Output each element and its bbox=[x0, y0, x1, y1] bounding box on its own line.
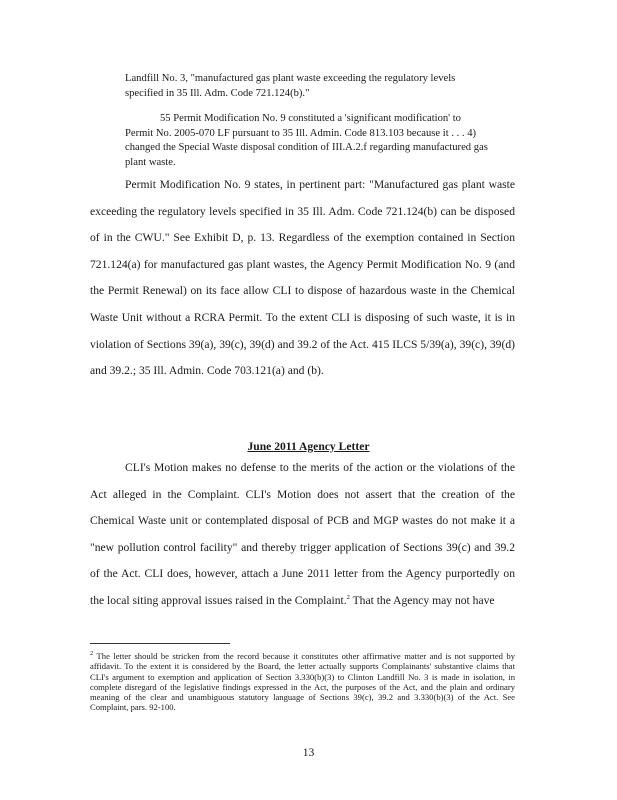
block-quote-paragraph-55: 55 Permit Modification No. 9 constituted a 'significant modification' to Permit No. 2005-070 LF pursuant to 35 Ill. Admin. Code 813.103 because it . . . 4) changed the Special Waste disposal condition of III.A.2.f regarding manufactured gas plant waste. bbox=[125, 113, 488, 168]
footnote-reference[interactable]: 2 bbox=[346, 594, 350, 602]
section-heading: June 2011 Agency Letter bbox=[247, 440, 370, 453]
body-paragraph-agency-letter bbox=[90, 455, 515, 615]
paragraph-tail: That the Agency may not have bbox=[349, 593, 495, 607]
footnote bbox=[90, 651, 515, 713]
block-quote-continuation: Landfill No. 3, "manufactured gas plant waste exceeding the regulatory levels specified in 35 Ill. Adm. Code 721.124(b)." bbox=[125, 73, 456, 99]
footnote-divider bbox=[90, 643, 230, 644]
footnote-text: The letter should be stricken from the record because it constitutes other affirmative matter and is not supported by affidavit. To the extent it is considered by the Board, the letter actually supports Complainants' substantive claims that CLI's argument to exemption and application of Section 3.330(b)(3) to Clinton Landfill No. 3 is made in isolation, in complete disregard of the legislative findings expressed in the Act, the purposes of the Act, and the plain and ordinary meaning of the clear and unambiguous statutory language of Sections 39(c), 39.2 and 3.330(b)(3) of the Act. See Complaint, pars. 92-100. bbox=[90, 651, 515, 713]
page-number: 13 bbox=[302, 746, 315, 759]
footnote-mark: 2 bbox=[90, 650, 94, 658]
body-paragraph-permit-modification: Permit Modification No. 9 states, in pertinent part: "Manufactured gas plant waste exceeding the regulatory levels specified in 35 Ill. Adm. Code 721.124(b) can be disposed of in the CWU." See Exhibit D, p. 13. Regardless of the exemption contained in Section 721.124(a) for manufactured gas plant wastes, the Agency Permit Modification No. 9 (and the Permit Renewal) on its face allow CLI to dispose of hazardous waste in the Chemical Waste Unit without a RCRA Permit. To the extent CLI is disposing of such waste, it is in violation of Sections 39(a), 39(c), 39(d) and 39.2 of the Act. 415 ILCS 5/39(a), 39(c), 39(d) and 39.2.; 35 Ill. Admin. Code 703.121(a) and (b). bbox=[90, 178, 515, 378]
paragraph-text: CLI's Motion makes no defense to the merits of the action or the violations of the Act alleged in the Complaint. CLI's Motion does not assert that the creation of the Chemical Waste unit or contemplated disposal of PCB and MGP wastes do not make it a "new pollution control facility" and thereby trigger application of Sections 39(c) and 39.2 of the Act. CLI does, however, attach a June 2011 letter from the Agency purportedly on the local siting approval issues raised in the Complaint. bbox=[90, 461, 515, 607]
